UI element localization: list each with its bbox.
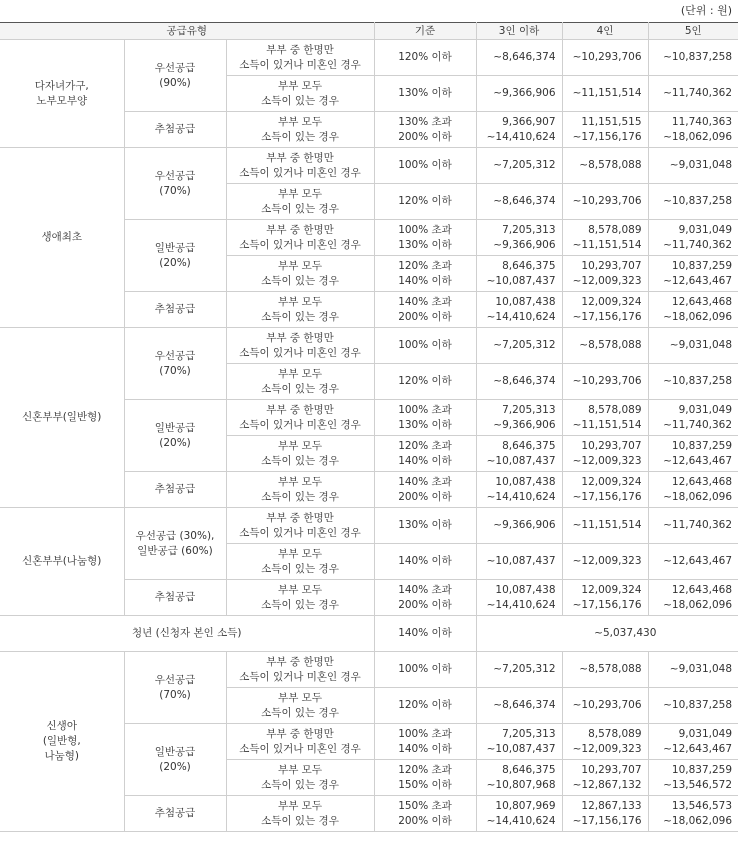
value-4-persons: ~8,578,088 — [562, 652, 648, 688]
value-4-persons: 8,578,089 ~11,151,514 — [562, 400, 648, 436]
group-first-life: 생애최초 — [0, 148, 124, 328]
criteria-cell: 120% 이하 — [374, 364, 476, 400]
criteria-cell: 100% 초과 140% 이하 — [374, 724, 476, 760]
condition-cell: 부부 중 한명만 소득이 있거나 미혼인 경우 — [226, 652, 374, 688]
condition-cell: 부부 모두 소득이 있는 경우 — [226, 292, 374, 328]
group-newlywed-share: 신혼부부(나눔형) — [0, 508, 124, 616]
value-3-persons: 8,646,375 ~10,087,437 — [476, 436, 562, 472]
criteria-cell: 140% 이하 — [374, 544, 476, 580]
criteria-cell: 130% 이하 — [374, 508, 476, 544]
value-3-persons: 10,087,438 ~14,410,624 — [476, 580, 562, 616]
value-5-persons: ~11,740,362 — [648, 508, 738, 544]
value-4-persons: ~8,578,088 — [562, 148, 648, 184]
value-4-persons: 12,867,133 ~17,156,176 — [562, 796, 648, 832]
unit-label: (단위 : 원) — [680, 4, 732, 17]
criteria-cell: 140% 이하 — [374, 616, 476, 652]
condition-cell: 부부 중 한명만 소득이 있거나 미혼인 경우 — [226, 40, 374, 76]
value-3-persons: 10,807,969 ~14,410,624 — [476, 796, 562, 832]
value-3-persons: ~8,646,374 — [476, 184, 562, 220]
criteria-cell: 150% 초과 200% 이하 — [374, 796, 476, 832]
group-multi-child: 다자녀가구, 노부모부양 — [0, 40, 124, 148]
value-5-persons: 13,546,573 ~18,062,096 — [648, 796, 738, 832]
value-3-persons: ~8,646,374 — [476, 40, 562, 76]
criteria-cell: 100% 이하 — [374, 652, 476, 688]
condition-cell: 부부 중 한명만 소득이 있거나 미혼인 경우 — [226, 400, 374, 436]
value-4-persons: 12,009,324 ~17,156,176 — [562, 580, 648, 616]
table-row — [0, 328, 738, 364]
supply-lottery: 추첨공급 — [124, 580, 226, 616]
value-4-persons: ~12,009,323 — [562, 544, 648, 580]
youth-value-cell: ~5,037,430 — [476, 616, 738, 652]
value-4-persons: ~11,151,514 — [562, 76, 648, 112]
value-3-persons: ~7,205,312 — [476, 148, 562, 184]
value-5-persons: ~10,837,258 — [648, 364, 738, 400]
value-4-persons: 10,293,707 ~12,009,323 — [562, 256, 648, 292]
value-4-persons: ~10,293,706 — [562, 184, 648, 220]
value-4-persons: ~10,293,706 — [562, 364, 648, 400]
criteria-cell: 140% 초과 200% 이하 — [374, 580, 476, 616]
condition-cell: 부부 중 한명만 소득이 있거나 미혼인 경우 — [226, 724, 374, 760]
value-5-persons: 11,740,363 ~18,062,096 — [648, 112, 738, 148]
criteria-cell: 100% 초과 130% 이하 — [374, 220, 476, 256]
value-4-persons: 8,578,089 ~11,151,514 — [562, 220, 648, 256]
value-4-persons: 12,009,324 ~17,156,176 — [562, 292, 648, 328]
supply-general: 일반공급 (20%) — [124, 400, 226, 472]
value-3-persons: 7,205,313 ~9,366,906 — [476, 220, 562, 256]
condition-cell: 부부 모두 소득이 있는 경우 — [226, 364, 374, 400]
value-4-persons: 10,293,707 ~12,009,323 — [562, 436, 648, 472]
supply-priority: 우선공급 (70%) — [124, 148, 226, 220]
criteria-cell: 120% 이하 — [374, 40, 476, 76]
criteria-cell: 120% 초과 140% 이하 — [374, 256, 476, 292]
supply-priority-general: 우선공급 (30%), 일반공급 (60%) — [124, 508, 226, 580]
value-3-persons: ~7,205,312 — [476, 328, 562, 364]
value-4-persons: 10,293,707 ~12,867,132 — [562, 760, 648, 796]
value-3-persons: ~9,366,906 — [476, 508, 562, 544]
value-5-persons: 12,643,468 ~18,062,096 — [648, 580, 738, 616]
table-row — [0, 508, 738, 544]
criteria-cell: 140% 초과 200% 이하 — [374, 472, 476, 508]
value-3-persons: 8,646,375 ~10,807,968 — [476, 760, 562, 796]
condition-cell: 부부 모두 소득이 있는 경우 — [226, 76, 374, 112]
header-supply-type: 공급유형 — [0, 23, 374, 40]
condition-cell: 부부 모두 소득이 있는 경우 — [226, 796, 374, 832]
condition-cell: 부부 모두 소득이 있는 경우 — [226, 472, 374, 508]
header-criteria: 기준 — [374, 23, 476, 40]
criteria-cell: 120% 이하 — [374, 688, 476, 724]
criteria-cell: 100% 이하 — [374, 328, 476, 364]
criteria-cell: 120% 이하 — [374, 184, 476, 220]
condition-cell: 부부 모두 소득이 있는 경우 — [226, 256, 374, 292]
value-5-persons: 10,837,259 ~12,643,467 — [648, 256, 738, 292]
table-header-row — [0, 23, 738, 40]
value-3-persons: ~8,646,374 — [476, 688, 562, 724]
value-4-persons: 12,009,324 ~17,156,176 — [562, 472, 648, 508]
value-5-persons: 12,643,468 ~18,062,096 — [648, 472, 738, 508]
criteria-cell: 140% 초과 200% 이하 — [374, 292, 476, 328]
supply-lottery: 추첨공급 — [124, 796, 226, 832]
condition-cell: 부부 모두 소득이 있는 경우 — [226, 184, 374, 220]
supply-general: 일반공급 (20%) — [124, 724, 226, 796]
table-row — [0, 40, 738, 76]
condition-cell: 부부 중 한명만 소득이 있거나 미혼인 경우 — [226, 148, 374, 184]
group-newlywed-general: 신혼부부(일반형) — [0, 328, 124, 508]
value-5-persons: ~11,740,362 — [648, 76, 738, 112]
supply-general: 일반공급 (20%) — [124, 220, 226, 292]
value-4-persons: 8,578,089 ~12,009,323 — [562, 724, 648, 760]
condition-cell: 부부 중 한명만 소득이 있거나 미혼인 경우 — [226, 220, 374, 256]
condition-cell: 부부 중 한명만 소득이 있거나 미혼인 경우 — [226, 508, 374, 544]
condition-cell: 부부 모두 소득이 있는 경우 — [226, 112, 374, 148]
value-3-persons: 8,646,375 ~10,087,437 — [476, 256, 562, 292]
table-row — [0, 652, 738, 688]
value-5-persons: ~9,031,048 — [648, 328, 738, 364]
header-3-persons: 3인 이하 — [476, 23, 562, 40]
group-newborn: 신생아 (일반형, 나눔형) — [0, 652, 124, 832]
value-5-persons: ~12,643,467 — [648, 544, 738, 580]
condition-cell: 부부 중 한명만 소득이 있거나 미혼인 경우 — [226, 328, 374, 364]
condition-cell: 부부 모두 소득이 있는 경우 — [226, 436, 374, 472]
value-5-persons: ~10,837,258 — [648, 40, 738, 76]
value-5-persons: ~9,031,048 — [648, 652, 738, 688]
value-4-persons: ~8,578,088 — [562, 328, 648, 364]
condition-cell: 부부 모두 소득이 있는 경우 — [226, 760, 374, 796]
value-5-persons: 9,031,049 ~11,740,362 — [648, 400, 738, 436]
criteria-cell: 130% 이하 — [374, 76, 476, 112]
condition-cell: 부부 모두 소득이 있는 경우 — [226, 544, 374, 580]
supply-lottery: 추첨공급 — [124, 472, 226, 508]
value-3-persons: 10,087,438 ~14,410,624 — [476, 472, 562, 508]
condition-cell: 부부 모두 소득이 있는 경우 — [226, 688, 374, 724]
supply-lottery: 추첨공급 — [124, 292, 226, 328]
supply-lottery: 추첨공급 — [124, 112, 226, 148]
value-5-persons: 9,031,049 ~12,643,467 — [648, 724, 738, 760]
value-5-persons: ~9,031,048 — [648, 148, 738, 184]
value-4-persons: ~10,293,706 — [562, 40, 648, 76]
value-3-persons: 7,205,313 ~9,366,906 — [476, 400, 562, 436]
supply-priority: 우선공급 (90%) — [124, 40, 226, 112]
value-3-persons: ~9,366,906 — [476, 76, 562, 112]
criteria-cell: 120% 초과 150% 이하 — [374, 760, 476, 796]
value-5-persons: 9,031,049 ~11,740,362 — [648, 220, 738, 256]
value-3-persons: 9,366,907 ~14,410,624 — [476, 112, 562, 148]
criteria-cell: 100% 이하 — [374, 148, 476, 184]
value-3-persons: ~10,087,437 — [476, 544, 562, 580]
value-5-persons: 10,837,259 ~13,546,572 — [648, 760, 738, 796]
value-5-persons: 10,837,259 ~12,643,467 — [648, 436, 738, 472]
table-row-youth — [0, 616, 738, 652]
condition-cell: 부부 모두 소득이 있는 경우 — [226, 580, 374, 616]
value-3-persons: ~7,205,312 — [476, 652, 562, 688]
supply-priority: 우선공급 (70%) — [124, 328, 226, 400]
value-4-persons: 11,151,515 ~17,156,176 — [562, 112, 648, 148]
criteria-cell: 100% 초과 130% 이하 — [374, 400, 476, 436]
table-row — [0, 148, 738, 184]
value-4-persons: ~11,151,514 — [562, 508, 648, 544]
supply-priority: 우선공급 (70%) — [124, 652, 226, 724]
value-3-persons: 7,205,313 ~10,087,437 — [476, 724, 562, 760]
header-5-persons: 5인 — [648, 23, 738, 40]
value-4-persons: ~10,293,706 — [562, 688, 648, 724]
income-criteria-table — [0, 22, 738, 832]
group-youth: 청년 (신청자 본인 소득) — [0, 616, 374, 652]
value-3-persons: 10,087,438 ~14,410,624 — [476, 292, 562, 328]
value-5-persons: 12,643,468 ~18,062,096 — [648, 292, 738, 328]
value-5-persons: ~10,837,258 — [648, 688, 738, 724]
value-5-persons: ~10,837,258 — [648, 184, 738, 220]
criteria-cell: 130% 초과 200% 이하 — [374, 112, 476, 148]
value-3-persons: ~8,646,374 — [476, 364, 562, 400]
criteria-cell: 120% 초과 140% 이하 — [374, 436, 476, 472]
header-4-persons: 4인 — [562, 23, 648, 40]
